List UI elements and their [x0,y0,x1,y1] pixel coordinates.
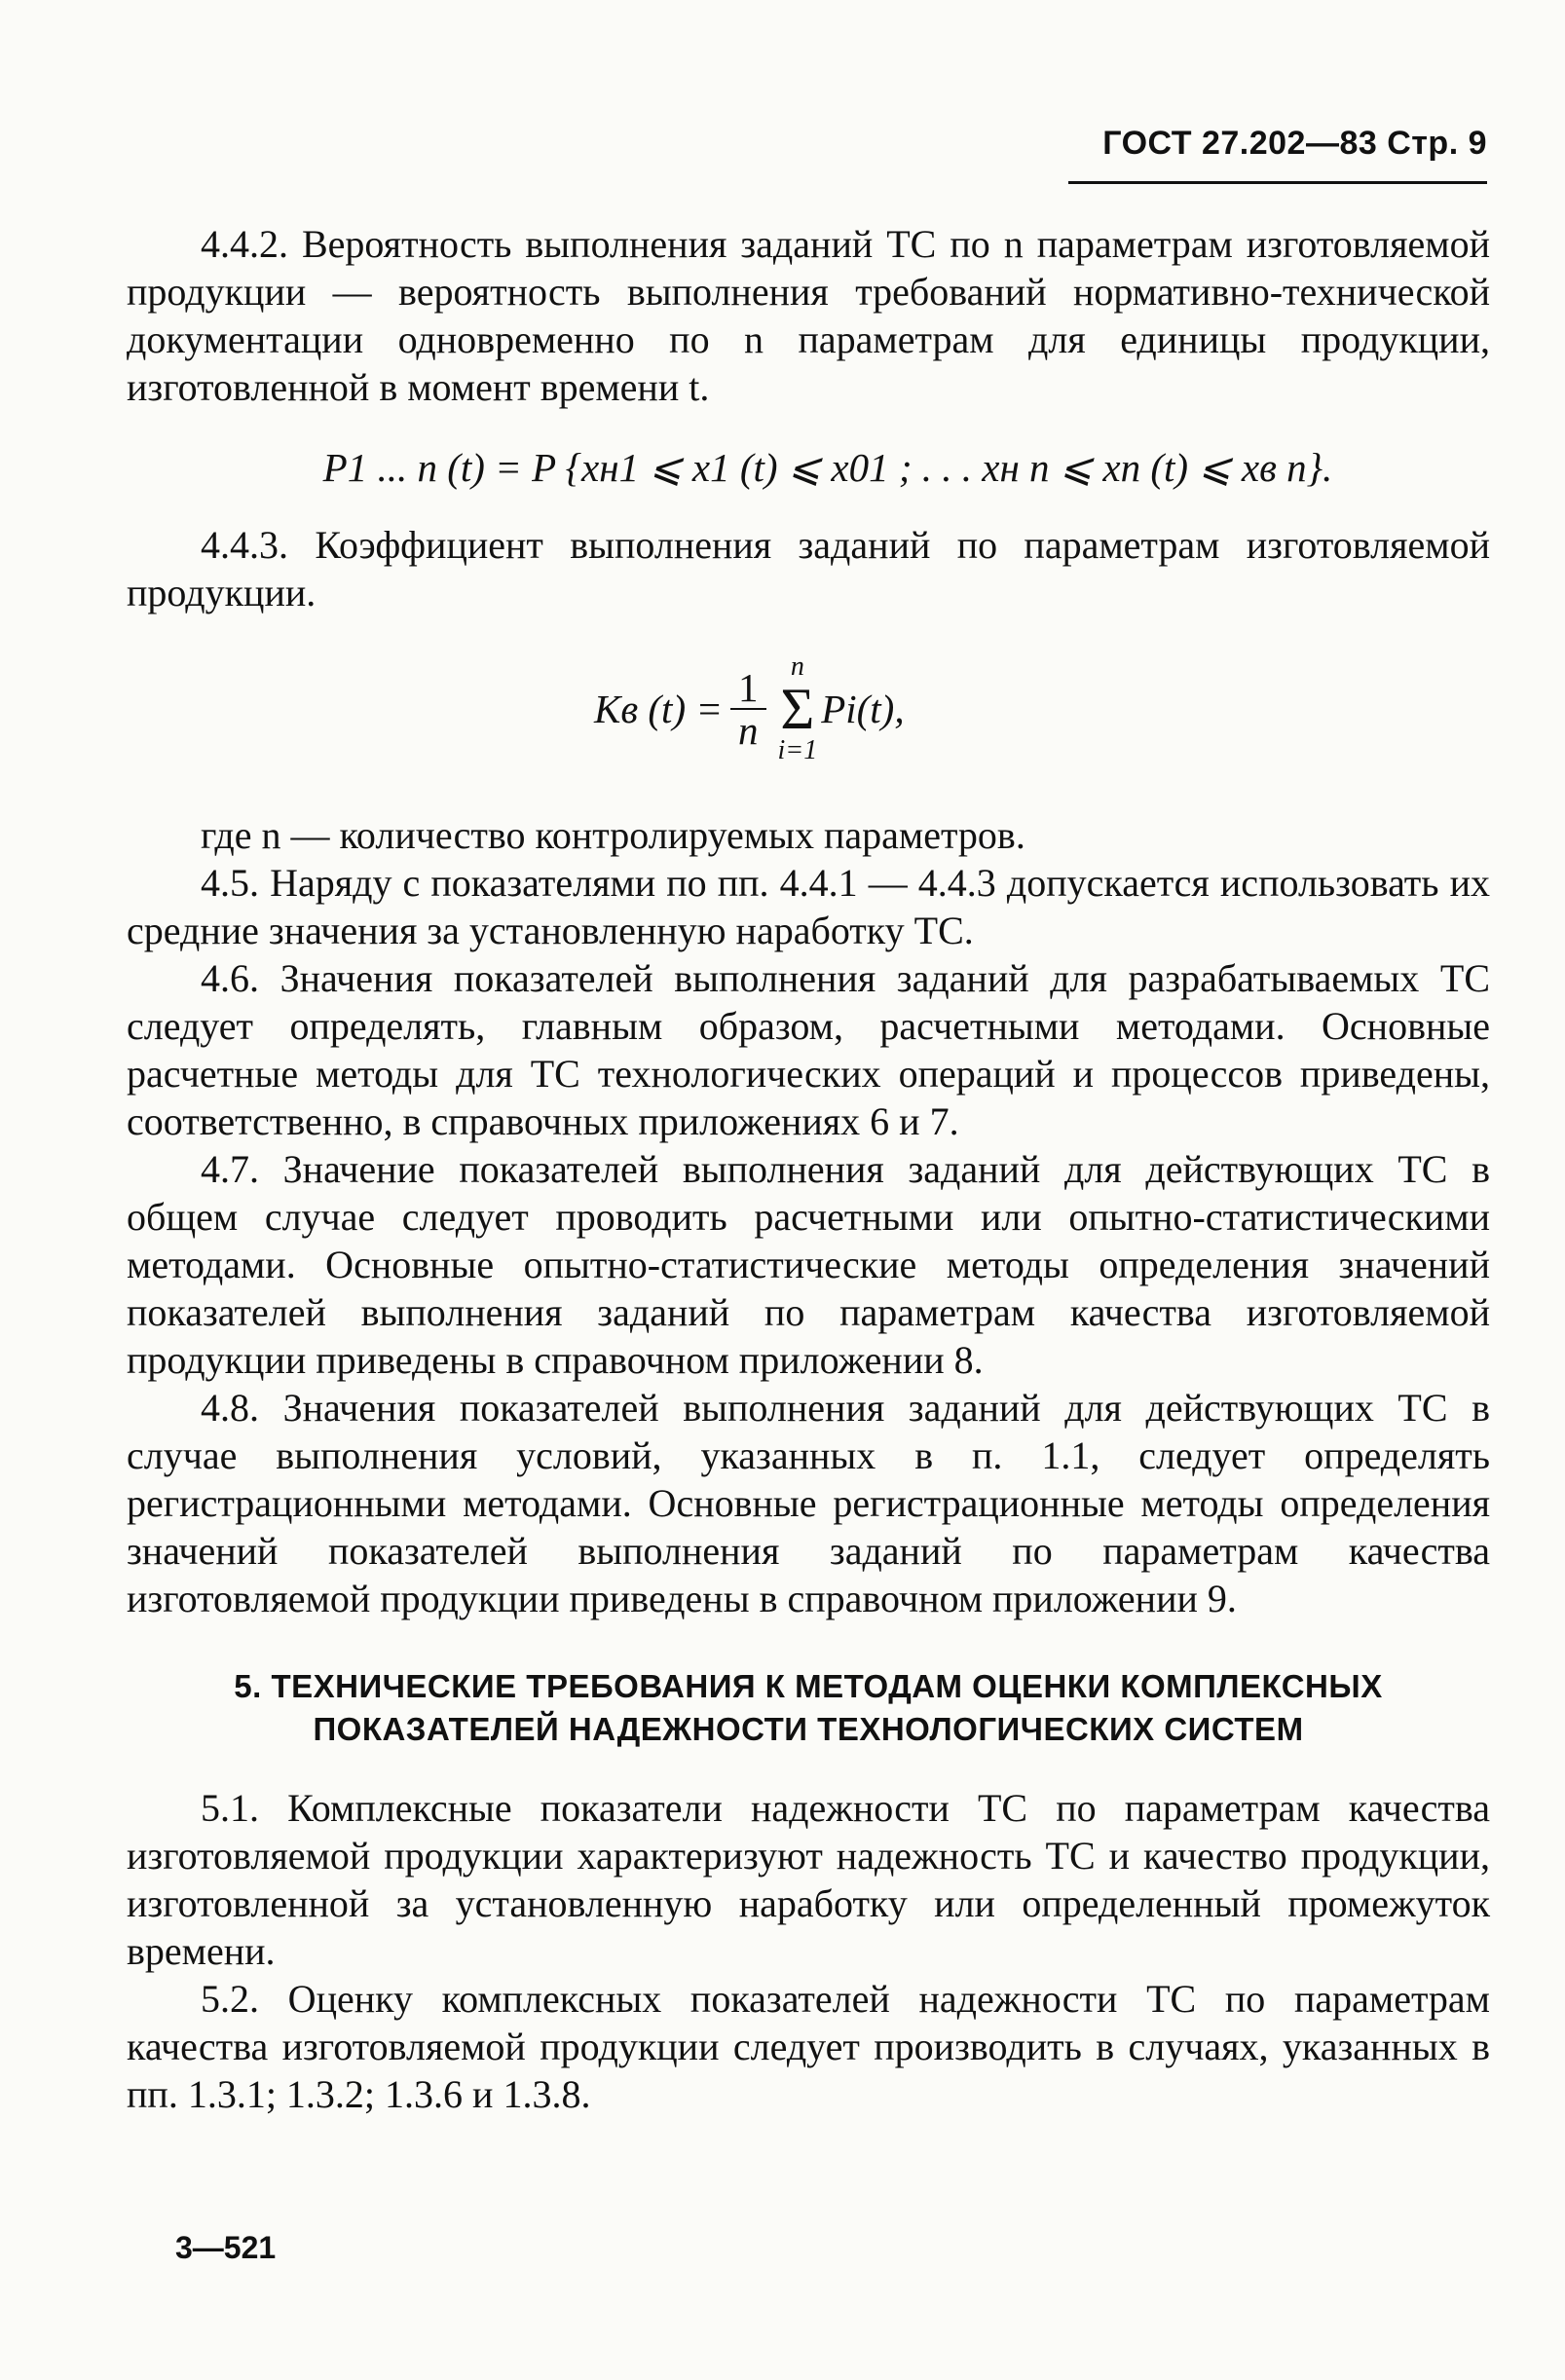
formula-probability: P1 ... n (t) = P {xн1 ⩽ x1 (t) ⩽ x01 ; . . . xн n ⩽ xn (t) ⩽ xв n}. [322,445,1333,490]
paragraph-where: где n — количество контролируемых параметров. [201,813,1025,857]
page-footer-code: 3—521 [175,2230,277,2265]
formula-fraction [730,667,766,751]
fraction-denominator: n [738,708,759,753]
paragraph-4-4-2: 4.4.2. Вероятность выполнения заданий ТС по n параметрам изготовляемой продукции — вероятность выполнения требований нормативно-технической документации одновременно по n параметрам для единицы продукции, изготовленной в момент времени t. [127,222,1490,409]
paragraph-4-7: 4.7. Значение показателей выполнения заданий для действующих ТС в общем случае следует проводить расчетными или опытно-статистическими методами. Основные опытно-статистические методы определения значений показателей выполнения заданий по параметрам качества изготовляемой продукции приведены в справочном приложении 8. [127,1147,1490,1382]
header-rule [1068,181,1487,184]
paragraph-4-5: 4.5. Наряду с показателями по пп. 4.4.1 — 4.4.3 допускается использовать их средние значения за установленную наработку ТС. [127,861,1490,952]
document-body [127,220,1490,2118]
paragraph-4-8: 4.8. Значения показателей выполнения заданий для действующих ТС в случае выполнения условий, указанных в п. 1.1, следует определять регистрационными методами. Основные регистрационные методы определения значений показателей выполнения заданий по параметрам качества изготовляемой продукции приведены в справочном приложении 9. [127,1386,1490,1620]
paragraph-5-2: 5.2. Оценку комплексных показателей надежности ТС по параметрам качества изготовляемой продукции следует производить в случаях, указанных в пп. 1.3.1; 1.3.2; 1.3.6 и 1.3.8. [127,1977,1490,2116]
paragraph-4-6: 4.6. Значения показателей выполнения заданий для разрабатываемых ТС следует определять, главным образом, расчетными методами. Основные расчетные методы для ТС технологических операций и процессов приведены, соответственно, в справочных приложениях 6 и 7. [127,956,1490,1143]
sigma-icon: Σ [780,677,815,741]
section-5-title: 5. ТЕХНИЧЕСКИЕ ТРЕБОВАНИЯ К МЕТОДАМ ОЦЕНКИ КОМПЛЕКСНЫХ ПОКАЗАТЕЛЕЙ НАДЕЖНОСТИ ТЕХНОЛОГИЧЕСКИХ СИСТЕМ [234,1668,1383,1747]
formula-lhs: Kв (t) = [594,686,724,731]
page-header: ГОСТ 27.202—83 Стр. 9 [1102,125,1487,162]
fraction-numerator: 1 [730,667,766,710]
summation [778,652,818,765]
formula-rhs: Pi(t), [821,686,905,731]
formula-coefficient [127,626,1490,792]
paragraph-4-4-3: 4.4.3. Коэффициент выполнения заданий по параметрам изготовляемой продукции. [127,523,1490,614]
formula-coefficient-line [594,626,905,792]
paragraph-5-1: 5.1. Комплексные показатели надежности ТС по параметрам качества изготовляемой продукции характеризуют надежность ТС и качество продукции, изготовленной за установленную наработку или определенный промежуток времени. [127,1786,1490,1973]
sum-upper-limit: n [790,651,804,682]
sum-lower-limit: i=1 [777,735,818,765]
